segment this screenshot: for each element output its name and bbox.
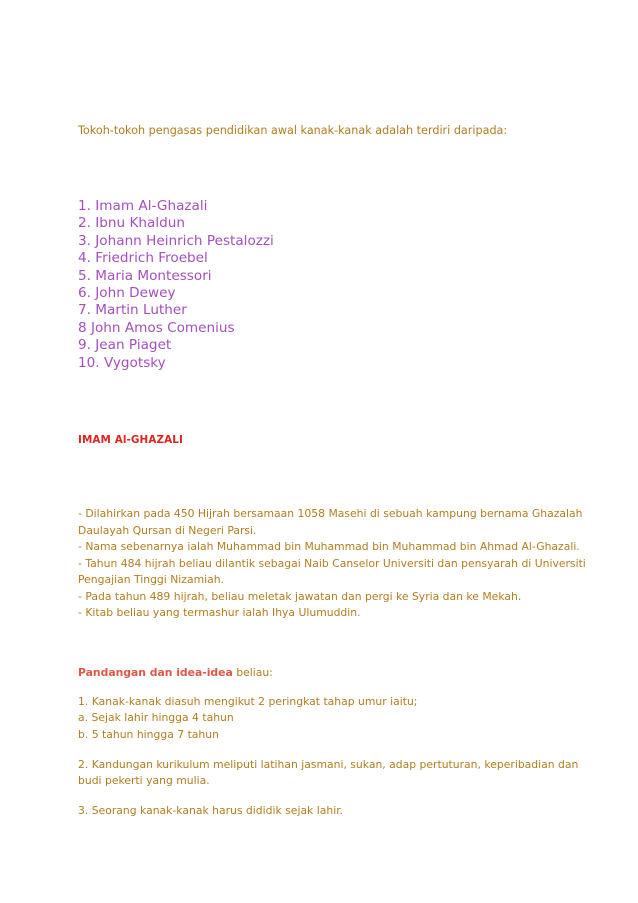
bio-line: Pengajian Tinggi Nizamiah. xyxy=(78,573,224,586)
bio-line: - Kitab beliau yang termashur ialah Ihya Ulumuddin. xyxy=(78,606,361,619)
founders-list xyxy=(78,198,274,372)
bio-paragraph xyxy=(78,506,586,622)
list-item: 2. Ibnu Khaldun xyxy=(78,215,185,232)
section-heading: IMAM Al-GHAZALI xyxy=(78,434,183,446)
list-item: 5. Maria Montessori xyxy=(78,267,212,284)
point-2-line-1: 2. Kandungan kurikulum meliputi latihan jasmani, sukan, adap pertuturan, keperibadian dan xyxy=(78,757,579,771)
point-1 xyxy=(78,694,578,743)
bio-line: - Tahun 484 hijrah beliau dilantik sebagai Naib Canselor Universiti dan pensyarah di Universiti xyxy=(78,556,586,570)
point-3-line: 3. Seorang kanak-kanak harus dididik sejak lahir. xyxy=(78,804,344,818)
list-item: 9. Jean Piaget xyxy=(78,337,172,354)
intro-text: Tokoh-tokoh pengasas pendidikan awal kanak-kanak adalah terdiri daripada: xyxy=(78,124,508,137)
list-item: 7. Martin Luther xyxy=(78,302,187,319)
views-points xyxy=(78,694,578,834)
point-2-line-2: budi pekerti yang mulia. xyxy=(78,774,210,788)
views-label: Pandangan dan idea-idea xyxy=(78,666,233,679)
views-suffix: beliau: xyxy=(232,666,273,679)
list-item: 8 John Amos Comenius xyxy=(78,319,235,336)
list-item: 4. Friedrich Froebel xyxy=(78,250,208,267)
bio-line: Daulayah Qursan di Negeri Parsi. xyxy=(78,523,257,537)
point-2 xyxy=(78,757,578,790)
list-item: 3. Johann Heinrich Pestalozzi xyxy=(78,232,274,249)
list-item: 6. John Dewey xyxy=(78,285,176,302)
point-3 xyxy=(78,803,578,819)
bio-line: - Dilahirkan pada 450 Hijrah bersamaan 1058 Masehi di sebuah kampung bernama Ghazalah xyxy=(78,507,583,520)
list-item: 10. Vygotsky xyxy=(78,354,166,371)
bio-line: - Pada tahun 489 hijrah, beliau meletak jawatan dan pergi ke Syria dan ke Mekah. xyxy=(78,589,522,603)
point-1-title: 1. Kanak-kanak diasuh mengikut 2 peringkat tahap umur iaitu; xyxy=(78,695,418,708)
views-heading xyxy=(78,666,273,679)
list-item: 1. Imam Al-Ghazali xyxy=(78,198,208,214)
point-1-a: a. Sejak lahir hingga 4 tahun xyxy=(78,711,234,725)
bio-line: - Nama sebenarnya ialah Muhammad bin Muhammad bin Muhammad bin Ahmad Al-Ghazali. xyxy=(78,540,580,553)
point-1-b: b. 5 tahun hingga 7 tahun xyxy=(78,727,219,741)
